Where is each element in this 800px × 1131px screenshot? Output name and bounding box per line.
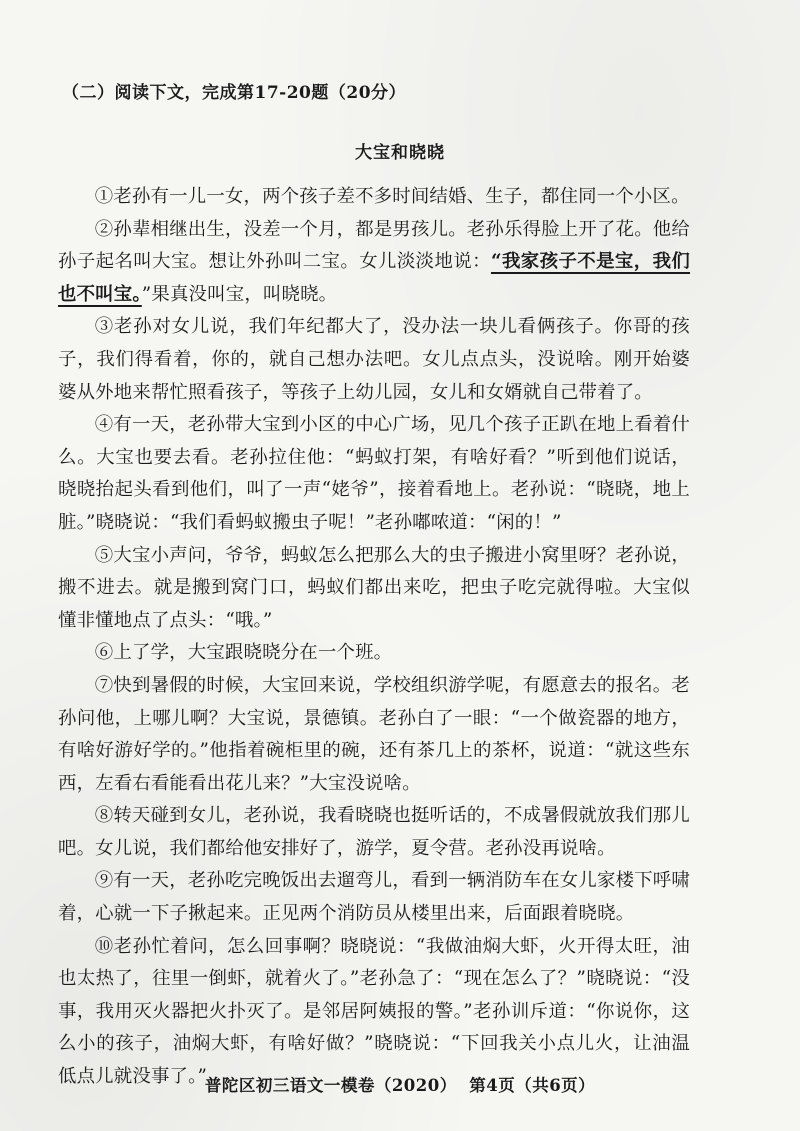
paragraph-4: ④有一天，老孙带大宝到小区的中心广场，见几个孩子正趴在地上看着什么。大宝也要去看。老孙拉住他：“蚂蚁打架，有啥好看？”听到他们说话，晓晓抬起头看到他们，叫了一声“姥爷”，接着看地上。老孙说：“晓晓，地上脏。”晓晓说：“我们看蚂蚁搬虫子呢！”老孙嘟哝道：“闲的！” — [58, 414, 690, 533]
paragraph-7: ⑦快到暑假的时候，大宝回来说，学校组织游学呢，有愿意去的报名。老孙问他，上哪儿啊？大宝说，景德镇。老孙白了一眼：“一个做瓷器的地方，有啥好游好学的。”他指着碗柜里的碗，还有茶几上的茶杯，说道：“就这些东西，左看右看能看出花儿来？”大宝没说啥。 — [58, 674, 690, 794]
section-heading: （二）阅读下文，完成第17-20题（20分） — [62, 83, 407, 103]
passage-body — [58, 181, 690, 1094]
paragraph-6: ⑥上了学，大宝跟晓晓分在一个班。 — [94, 642, 393, 664]
underlined-quote: “我家孩子不是宝，我们也不叫宝。 — [58, 251, 690, 305]
paragraph-3: ③老孙对女儿说，我们年纪都大了，没办法一块儿看俩孩子。你哥的孩子，我们得看着，你的，就自己想办法吧。女儿点点头，没说啥。刚开始婆婆从外地来帮忙照看孩子，等孩子上幼儿园，女儿和女婿就自己带着了。 — [58, 316, 690, 403]
passage-title: 大宝和晓晓 — [355, 143, 445, 163]
paragraph-5: ⑤大宝小声问，爷爷，蚂蚁怎么把那么大的虫子搬进小窝里呀？老孙说，搬不进去。就是搬到窝门口，蚂蚁们都出来吃，把虫子吃完就得啦。大宝似懂非懂地点了点头：“哦。” — [58, 544, 690, 631]
paragraph-2 — [58, 214, 690, 312]
paragraph-2-text: ②孙辈相继出生，没差一个月，都是男孩儿。老孙乐得脸上开了花。他给孙子起名叫大宝。想让外孙叫二宝。女儿淡淡地说： — [58, 218, 690, 273]
paragraph-9: ⑨有一天，老孙吃完晚饭出去遛弯儿，看到一辆消防车在女儿家楼下呼啸着，心就一下子揪起来。正见两个消防员从楼里出来，后面跟着晓晓。 — [58, 870, 690, 925]
paragraph-10: ⑩老孙忙着问，怎么回事啊？晓晓说：“我做油焖大虾，火开得太旺，油也太热了，往里一倒虾，就着火了。”老孙急了：“现在怎么了？”晓晓说：“没事，我用灭火器把火扑灭了。是邻居阿姨报的警。”老孙训斥道：“你说你，这么小的孩子，油焖大虾，有啥好做？”晓晓说：“下回我关小点儿火，让油温低点儿就没事了。” — [58, 935, 690, 1088]
paragraph-8: ⑧转天碰到女儿，老孙说，我看晓晓也挺听话的，不成暑假就放我们那儿吧。女儿说，我们都给他安排好了，游学，夏令营。老孙没再说啥。 — [58, 805, 690, 859]
paragraph-1: ①老孙有一儿一女，两个孩子差不多时间结婚、生子，都住同一个小区。 — [94, 186, 690, 207]
paragraph-2-tail: ”果真没叫宝，叫晓晓。 — [141, 283, 338, 305]
page-footer: 普陀区初三语文一模卷（2020） 第4页（共6页） — [204, 1076, 596, 1095]
